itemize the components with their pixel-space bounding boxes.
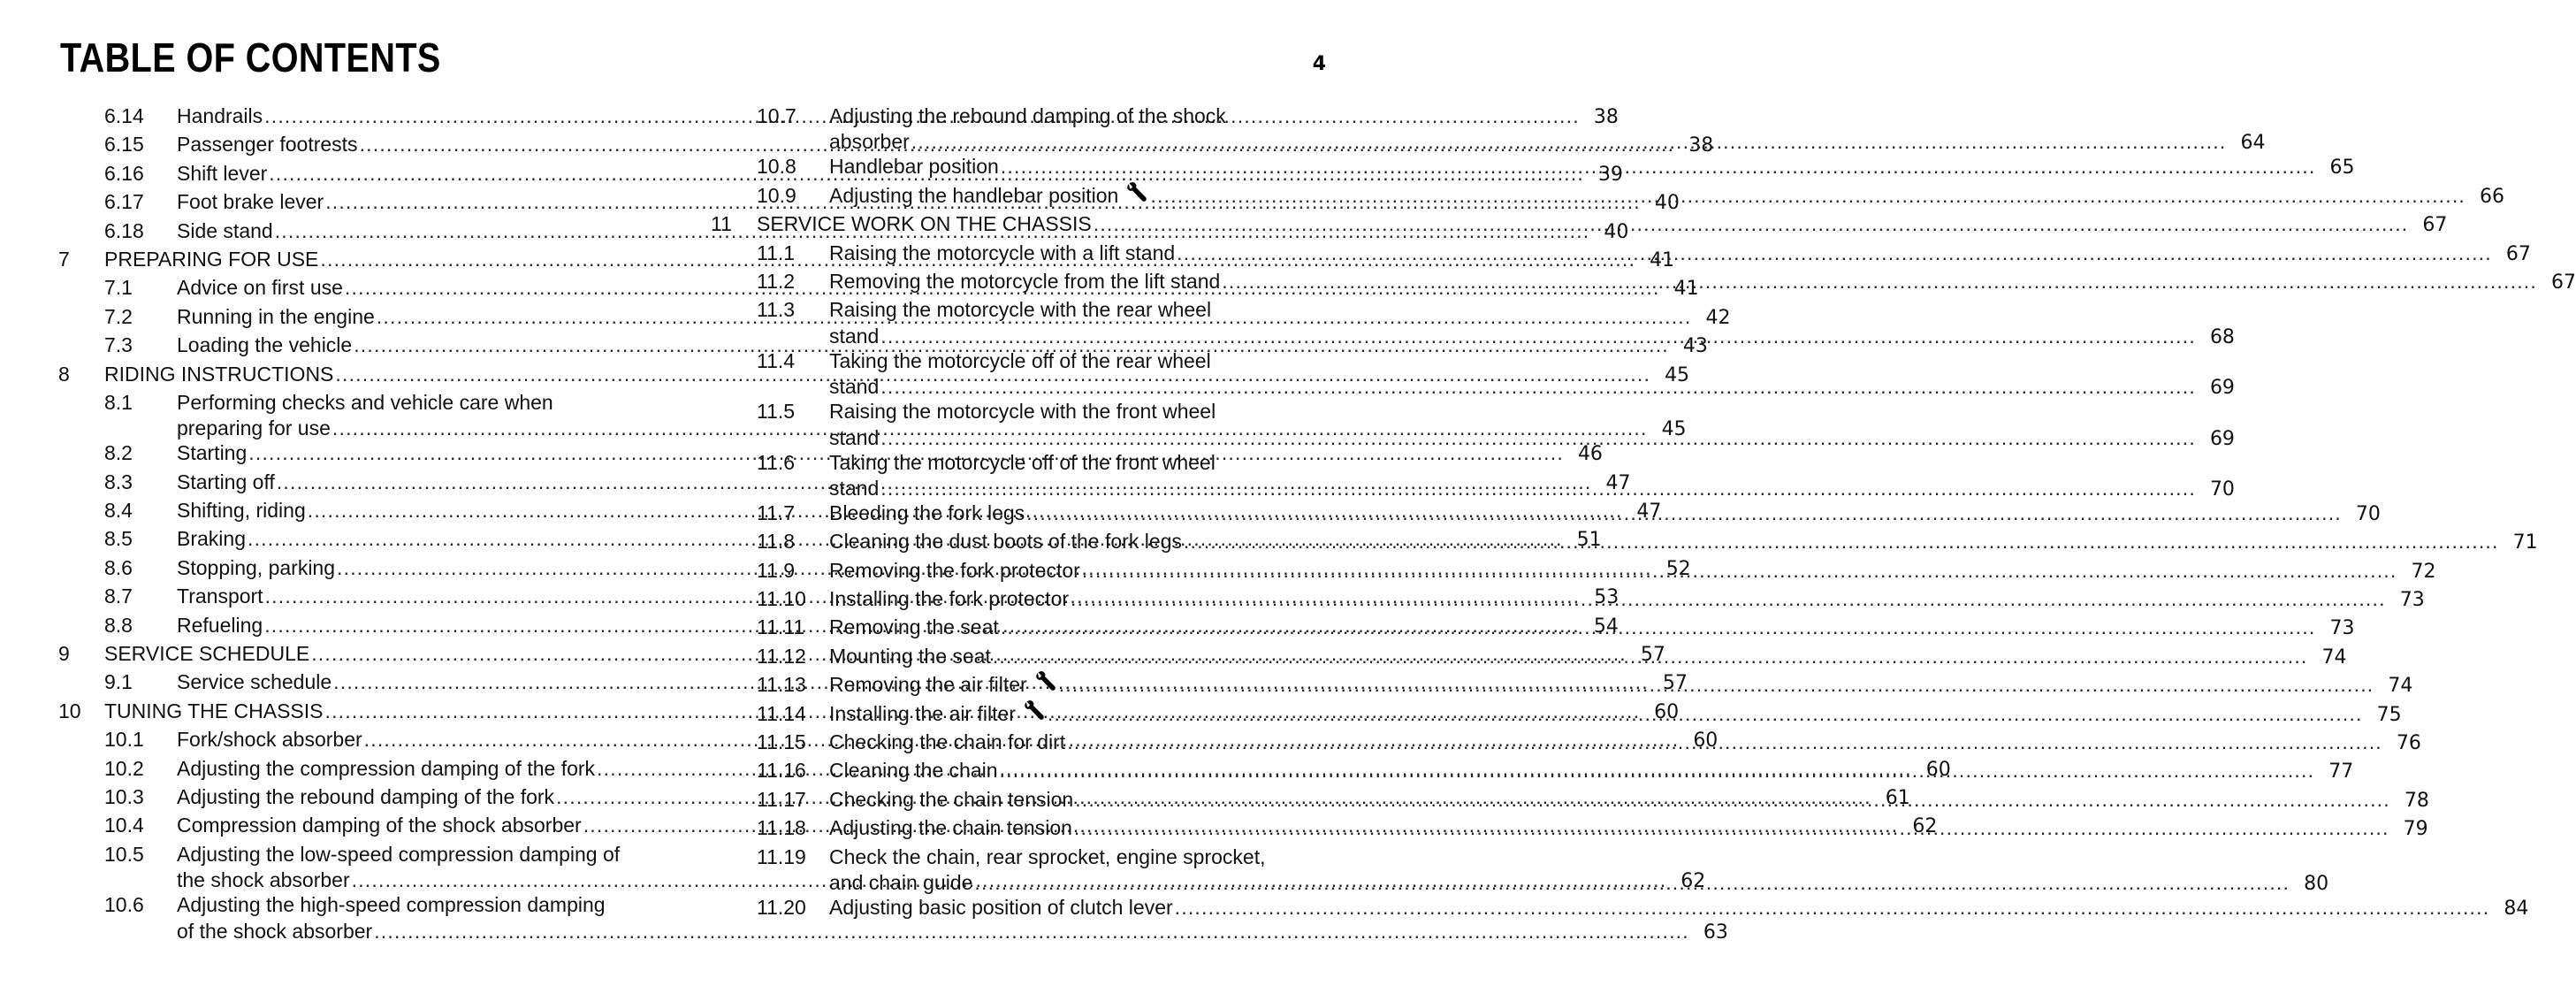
toc-page-number: 61 — [1885, 786, 1910, 809]
toc-number: 11.6 — [757, 450, 796, 474]
toc-page-number: 40 — [1604, 220, 1629, 243]
toc-title-continuation: of the shock absorber — [177, 919, 373, 943]
toc-number: 11.18 — [757, 816, 806, 840]
toc-title: Raising the motorcycle with the front wheel — [829, 400, 1216, 424]
toc-number: 6.16 — [104, 161, 144, 185]
toc-page-number: 47 — [1636, 500, 1662, 523]
dot-leader — [1184, 527, 2499, 555]
toc-title: Handrails — [177, 104, 263, 127]
dot-leader — [1177, 239, 2492, 267]
toc-title: Handlebar position — [829, 155, 999, 179]
toc-title: Adjusting the high-speed compression damping — [177, 893, 606, 917]
toc-number: 10.7 — [757, 104, 796, 127]
toc-page-number: 38 — [1688, 134, 1714, 157]
toc-title: Installing the air filter — [829, 701, 1016, 725]
dot-leader — [1001, 613, 2316, 641]
toc-title: Starting off — [177, 470, 275, 493]
toc-title-continuation: absorber — [829, 130, 910, 154]
toc-number: 11.8 — [757, 530, 796, 554]
toc-title-continuation: stand — [829, 324, 880, 348]
toc-title: Loading the vehicle — [177, 333, 353, 357]
toc-number: 10.6 — [104, 893, 144, 917]
toc-section-entry[interactable] — [711, 893, 2529, 921]
toc-number: 11.15 — [757, 730, 806, 754]
toc-title: Removing the air filter — [829, 673, 1027, 697]
toc-number: 11.13 — [757, 673, 806, 697]
toc-title: Transport — [177, 585, 263, 608]
page-title: TABLE OF CONTENTS — [60, 34, 441, 80]
toc-title: Raising the motorcycle with the rear wheel — [829, 298, 1212, 322]
toc-number: 7.1 — [104, 276, 133, 300]
toc-title: Adjusting the compression damping of the fork — [177, 756, 596, 780]
toc-page-number: 75 — [2376, 703, 2402, 726]
toc-page-number: 63 — [1703, 921, 1728, 944]
toc-title: Adjusting the chain tension — [829, 816, 1072, 840]
toc-page-number: 70 — [2355, 502, 2381, 525]
toc-number: 7.3 — [104, 333, 133, 357]
toc-page-number: 54 — [1593, 615, 1619, 638]
toc-number: 11.2 — [757, 269, 796, 293]
toc-page-number: 76 — [2396, 732, 2421, 755]
toc-number: 9 — [58, 642, 70, 666]
toc-page-number: 51 — [1576, 529, 1602, 552]
toc-page-number: 74 — [2388, 675, 2413, 698]
toc-title: Fork/shock absorber — [177, 728, 362, 752]
dot-leader — [1082, 556, 2397, 585]
toc-page-number: 40 — [1654, 192, 1680, 215]
dot-leader — [1059, 670, 2374, 699]
toc-title: Cleaning the chain — [829, 759, 998, 783]
toc-title: Installing the fork protector — [829, 587, 1070, 611]
dot-leader — [1026, 499, 2342, 527]
toc-number: 10.8 — [757, 155, 796, 179]
toc-title: Taking the motorcycle off of the front wheel — [829, 450, 1216, 474]
toc-number: 6.17 — [104, 190, 144, 214]
toc-number: 10.5 — [104, 842, 144, 866]
toc-page-number: 78 — [2404, 789, 2429, 812]
toc-page-number: 62 — [1912, 815, 1938, 838]
toc-title: Adjusting the handlebar position — [829, 183, 1119, 207]
toc-number: 11.12 — [757, 644, 806, 668]
toc-number: 6.15 — [104, 133, 144, 157]
toc-page-number: 69 — [2209, 377, 2235, 400]
toc-title: Braking — [177, 527, 246, 551]
toc-page-number: 41 — [1650, 248, 1675, 271]
toc-title: Passenger footrests — [177, 133, 358, 157]
toc-title: Adjusting the rebound damping of the fork — [177, 784, 555, 808]
toc-page-number: 66 — [2480, 185, 2505, 208]
toc-title: Checking the chain tension — [829, 787, 1074, 811]
dot-leader — [1175, 893, 2490, 921]
toc-title: Running in the engine — [177, 304, 375, 328]
toc-title: SERVICE SCHEDULE — [104, 642, 310, 666]
toc-number: 8.5 — [104, 527, 133, 551]
toc-number: 8.3 — [104, 470, 133, 493]
toc-title: Stopping, parking — [177, 555, 336, 579]
toc-title: Removing the fork protector — [829, 558, 1080, 582]
dot-leader — [1094, 210, 2409, 238]
dot-leader — [1067, 728, 2382, 756]
toc-page-number: 67 — [2422, 214, 2448, 237]
dot-leader — [1001, 152, 2316, 180]
toc-title: Starting — [177, 441, 248, 465]
toc-title: Compression damping of the shock absorber — [177, 814, 582, 837]
toc-page-number: 71 — [2512, 531, 2538, 554]
dot-leader — [1075, 785, 2390, 814]
toc-title: Side stand — [177, 218, 273, 242]
toc-page-number: 64 — [2240, 132, 2266, 155]
toc-page-number: 62 — [1680, 870, 1706, 893]
toc-title: Removing the motorcycle from the lift stand — [829, 269, 1221, 293]
toc-page-number: 73 — [2399, 589, 2425, 612]
toc-page-number: 53 — [1594, 586, 1620, 609]
toc-title: Adjusting basic position of clutch lever — [829, 895, 1173, 919]
toc-number: 11.9 — [757, 558, 796, 582]
toc-number: 11 — [711, 212, 732, 236]
toc-number: 11.20 — [757, 895, 806, 919]
toc-number: 9.1 — [104, 670, 133, 694]
toc-title: Service schedule — [177, 670, 332, 694]
toc-title: Raising the motorcycle with a lift stand — [829, 241, 1176, 264]
toc-number: 8.4 — [104, 499, 133, 523]
toc-page-number: 41 — [1673, 278, 1699, 301]
toc-page-number: 65 — [2329, 157, 2355, 180]
toc-page-number: 80 — [2304, 872, 2329, 895]
toc-title: Adjusting the low-speed compression damping of — [177, 842, 621, 866]
toc-title: Advice on first use — [177, 276, 343, 300]
toc-number: 11.3 — [757, 298, 796, 322]
toc-number: 11.10 — [757, 587, 806, 611]
toc-title-continuation: stand — [829, 425, 880, 449]
toc-number: 11.11 — [757, 615, 805, 639]
toc-title: Foot brake lever — [177, 190, 324, 214]
toc-page-number: 47 — [1605, 471, 1631, 494]
toc-title-continuation: stand — [829, 375, 880, 399]
toc-page-number: 57 — [1640, 644, 1665, 667]
page-number: 4 — [1312, 53, 1326, 75]
toc-title: PREPARING FOR USE — [104, 247, 319, 271]
toc-title: Refueling — [177, 613, 263, 637]
toc-number: 6.18 — [104, 218, 144, 242]
dot-leader — [1071, 585, 2386, 613]
toc-page-number: 60 — [1654, 700, 1680, 723]
toc-page-number: 67 — [2550, 271, 2576, 294]
toc-number: 8.8 — [104, 613, 133, 637]
toc-page-number: 46 — [1577, 443, 1603, 466]
toc-number: 11.16 — [757, 759, 806, 783]
toc-number: 6.14 — [104, 104, 144, 127]
toc-number: 11.1 — [757, 241, 796, 264]
toc-title: Check the chain, rear sprocket, engine sprocket, — [829, 844, 1266, 868]
toc-number: 11.14 — [757, 701, 806, 725]
toc-number: 11.19 — [757, 844, 806, 868]
toc-title: Removing the seat — [829, 615, 999, 639]
toc-page-number: 42 — [1705, 306, 1731, 329]
toc-number: 11.5 — [757, 400, 796, 424]
toc-page-number: 60 — [1925, 758, 1951, 781]
toc-number: 7.2 — [104, 304, 133, 328]
toc-number: 10.2 — [104, 756, 144, 780]
toc-number: 7 — [58, 247, 70, 271]
toc-page-number: 57 — [1662, 672, 1688, 695]
toc-page-number: 39 — [1597, 163, 1623, 186]
toc-page-number: 84 — [2504, 897, 2529, 920]
toc-title: Performing checks and vehicle care when — [177, 390, 553, 414]
toc-number: 8.1 — [104, 390, 133, 414]
toc-page-number: 72 — [2411, 560, 2436, 583]
dot-leader — [1222, 267, 2537, 295]
toc-page-number: 69 — [2209, 427, 2235, 450]
toc-page-number: 52 — [1665, 557, 1691, 580]
toc-title-continuation: preparing for use — [177, 416, 331, 440]
toc-title-continuation: stand — [829, 476, 880, 500]
toc-number: 10.4 — [104, 814, 144, 837]
toc-title: RIDING INSTRUCTIONS — [104, 362, 334, 386]
toc-number: 11.7 — [757, 500, 796, 524]
dot-leader — [1000, 756, 2315, 784]
toc-title: Mounting the seat — [829, 644, 991, 668]
toc-number: 10.1 — [104, 728, 144, 752]
dot-leader — [993, 642, 2308, 670]
toc-page-number: 60 — [1693, 730, 1719, 753]
toc-title: Cleaning the dust boots of the fork legs — [829, 530, 1182, 554]
toc-page-number: 43 — [1682, 335, 1708, 358]
toc-number: 10 — [58, 699, 81, 722]
toc-number: 8.6 — [104, 555, 133, 579]
toc-number: 10.3 — [104, 784, 144, 808]
dot-leader — [1150, 181, 2465, 210]
toc-page-number: 45 — [1661, 418, 1687, 441]
toc-page-number: 45 — [1665, 363, 1690, 386]
toc-title: TUNING THE CHASSIS — [104, 699, 324, 722]
toc-title: Checking the chain for dirt — [829, 730, 1066, 754]
toc-title: Taking the motorcycle off of the rear wheel — [829, 348, 1211, 372]
toc-number: 8.2 — [104, 441, 133, 465]
toc-page-number: 70 — [2209, 478, 2235, 500]
toc-number: 10.9 — [757, 183, 796, 207]
toc-title: Adjusting the rebound damping of the shock — [829, 104, 1226, 127]
toc-page-number: 77 — [2328, 760, 2354, 783]
toc-number: 8.7 — [104, 585, 133, 608]
wrench-icon — [1034, 670, 1057, 692]
toc-title: SERVICE WORK ON THE CHASSIS — [757, 212, 1092, 236]
dot-leader — [1048, 699, 2363, 728]
toc-number: 11.17 — [757, 787, 806, 811]
toc-title-continuation: and chain guide — [829, 870, 973, 894]
toc-number: 11.4 — [757, 348, 796, 372]
toc-page-number: 74 — [2321, 646, 2347, 669]
toc-page-number: 68 — [2209, 325, 2235, 348]
dot-leader — [1074, 814, 2389, 842]
wrench-icon — [1125, 181, 1148, 202]
toc-title: Shift lever — [177, 161, 268, 185]
toc-title-continuation: the shock absorber — [177, 868, 350, 892]
toc-page-number: 73 — [2329, 617, 2355, 640]
toc-page-number: 38 — [1593, 106, 1619, 128]
toc-page-number: 67 — [2505, 242, 2531, 265]
wrench-icon — [1023, 699, 1046, 721]
toc-number: 8 — [58, 362, 70, 386]
toc-title: Shifting, riding — [177, 499, 306, 523]
toc-page-number: 79 — [2403, 818, 2428, 841]
toc-title: Bleeding the fork legs — [829, 500, 1025, 524]
